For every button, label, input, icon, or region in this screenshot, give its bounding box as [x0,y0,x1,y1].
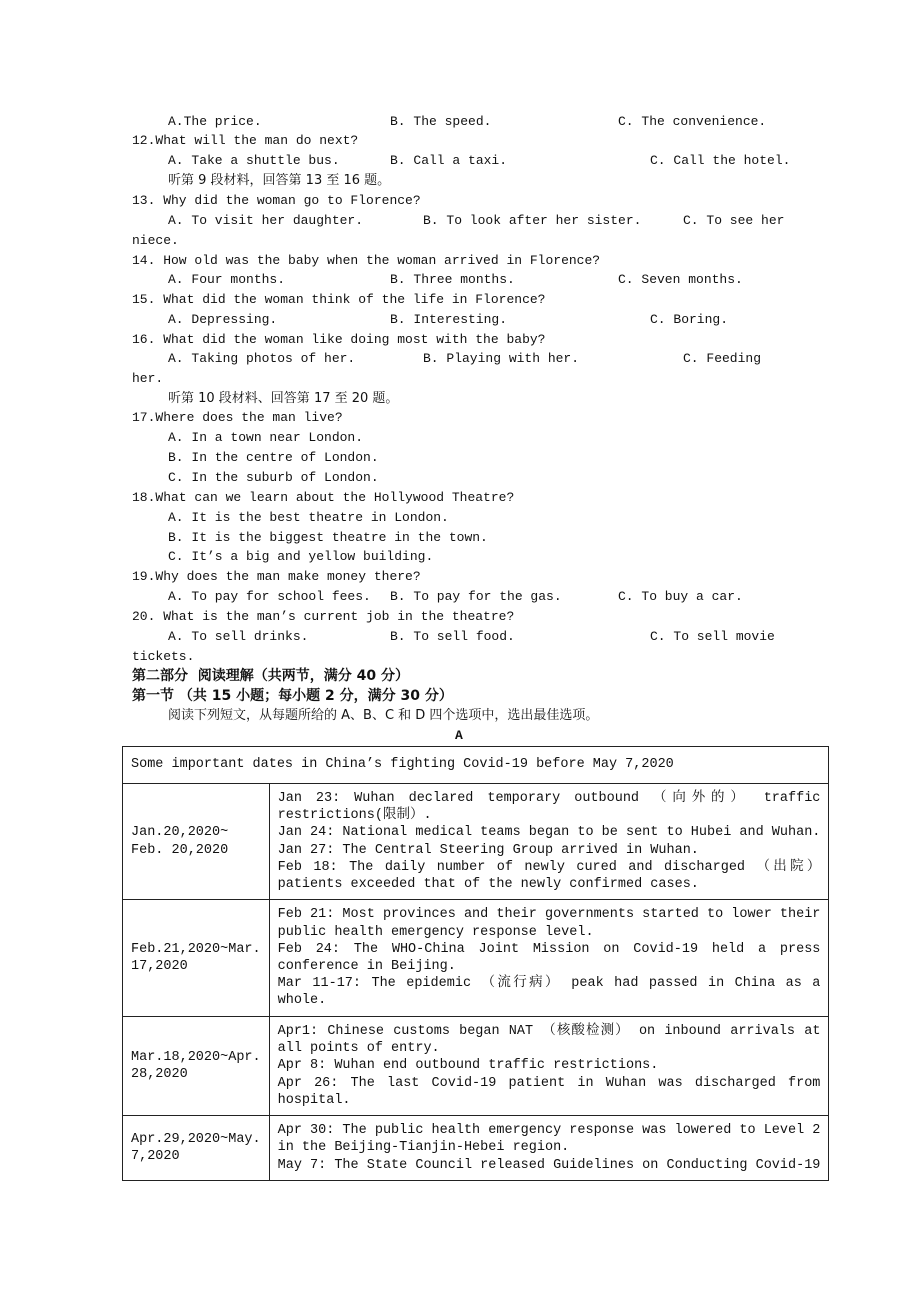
q16-stem: 16. What did the woman like doing most with the baby? [132,332,546,347]
q19-stem: 19.Why does the man make money there? [132,569,421,584]
q20-option-b: B. To sell food. [390,629,515,644]
q19-option-b: B. To pay for the gas. [390,589,562,604]
passage-10-instruction: 听第 10 段材料、回答第 17 至 20 题。 [168,391,399,406]
event: Apr1: Chinese customs began NAT （核酸检测） on inbound arrivals at all points of entry. [277,1023,821,1057]
q18-option-b: B. It is the biggest theatre in the town. [168,530,488,545]
q18-option-a: A. It is the best theatre in London. [168,510,449,525]
q14-option-b: B. Three months. [390,272,515,287]
q19-option-c: C. To buy a car. [618,589,743,604]
events-cell [269,900,829,1017]
period-cell: Feb.21,2020~Mar. 17,2020 [123,900,270,1017]
q20-option-a: A. To sell drinks. [168,629,309,644]
q20-option-c-continued: tickets. [132,649,195,664]
event: Mar 11-17: The epidemic （流行病） peak had passed in China as a whole. [277,976,821,1009]
q16-option-b: B. Playing with her. [423,351,580,366]
event: Feb 18: The daily number of newly cured and discharged （出院） patients exceeded that of the newly confirmed cases. [277,859,821,892]
q12-option-b: B. Call a taxi. [390,153,508,168]
q14-stem: 14. How old was the baby when the woman arrived in Florence? [132,253,601,268]
q18-option-c: C. It’s a big and yellow building. [168,549,434,564]
q14-option-a: A. Four months. [168,272,286,287]
section-title: 第一节 （共 15 小题；每小题 2 分，满分 30 分） [132,688,453,704]
q16-option-a: A. Taking photos of her. [168,351,356,366]
passage-9-instruction: 听第 9 段材料，回答第 13 至 16 题。 [168,173,391,188]
q11-option-a: A.The price. [168,114,262,129]
q12-stem: 12.What will the man do next? [132,133,359,148]
q19-option-a: A. To pay for school fees. [168,589,371,604]
event: Jan 27: The Central Steering Group arrived in Wuhan. [277,842,699,858]
q15-option-b: B. Interesting. [390,312,508,327]
q15-stem: 15. What did the woman think of the life in Florence? [132,292,546,307]
q13-option-c: C. To see her [683,213,785,228]
q16-option-c: C. Feeding [683,351,762,366]
event: Feb 21: Most provinces and their governments started to lower their public health emergency response level. [277,907,821,940]
part-title: 第二部分 阅读理解（共两节，满分 40 分） [132,668,409,684]
event: Apr 30: The public health emergency response was lowered to Level 2 in the Beijing-Tianjin-Hebei region. [277,1123,821,1156]
q12-option-a: A. Take a shuttle bus. [168,153,340,168]
q17-option-b: B. In the centre of London. [168,450,379,465]
q17-stem: 17.Where does the man live? [132,410,343,425]
passage-label: A [455,728,463,743]
events-cell [269,1017,829,1116]
event: Jan 24: National medical teams began to be sent to Hubei and Wuhan. [277,825,821,841]
q17-option-a: A. In a town near London. [168,430,364,445]
covid-dates-table [122,746,829,1181]
events-cell [269,784,829,900]
q18-stem: 18.What can we learn about the Hollywood Theatre? [132,490,515,505]
q20-stem: 20. What is the man’s current job in the theatre? [132,609,515,624]
event: Feb 24: The WHO-China Joint Mission on Covid-19 held a press conference in Beijing. [277,941,821,974]
event: Jan 23: Wuhan declared temporary outbound （向外的） traffic restrictions(限制）. [277,790,821,824]
q12-option-c: C. Call the hotel. [650,153,791,168]
event: Apr 8: Wuhan end outbound traffic restrictions. [277,1058,659,1074]
q14-option-c: C. Seven months. [618,272,743,287]
q13-option-b: B. To look after her sister. [423,213,642,228]
q15-option-c: C. Boring. [650,312,729,327]
q16-option-c-continued: her. [132,371,164,386]
table-row [123,784,829,900]
period-cell: Jan.20,2020~ Feb. 20,2020 [123,784,270,900]
table-header-row [123,747,829,784]
events-cell [269,1116,829,1181]
q15-option-a: A. Depressing. [168,312,278,327]
event: Apr 26: The last Covid-19 patient in Wuhan was discharged from hospital. [277,1075,821,1108]
table-row [123,1017,829,1116]
q13-stem: 13. Why did the woman go to Florence? [132,193,421,208]
period-cell: Mar.18,2020~Apr. 28,2020 [123,1017,270,1116]
q11-option-c: C. The convenience. [618,114,767,129]
table-row [123,1116,829,1181]
q17-option-c: C. In the suburb of London. [168,470,379,485]
event: May 7: The State Council released Guidelines on Conducting Covid-19 [277,1157,821,1173]
q20-option-c: C. To sell movie [650,629,775,644]
q13-option-a: A. To visit her daughter. [168,213,364,228]
q11-option-b: B. The speed. [390,114,492,129]
table-header: Some important dates in China’s fighting Covid-19 before May 7,2020 [123,747,829,784]
period-cell: Apr.29,2020~May. 7,2020 [123,1116,270,1181]
table-row [123,900,829,1017]
reading-instruction: 阅读下列短文，从每题所给的 A、B、C 和 D 四个选项中，选出最佳选项。 [168,708,599,723]
q13-option-c-continued: niece. [132,233,179,248]
